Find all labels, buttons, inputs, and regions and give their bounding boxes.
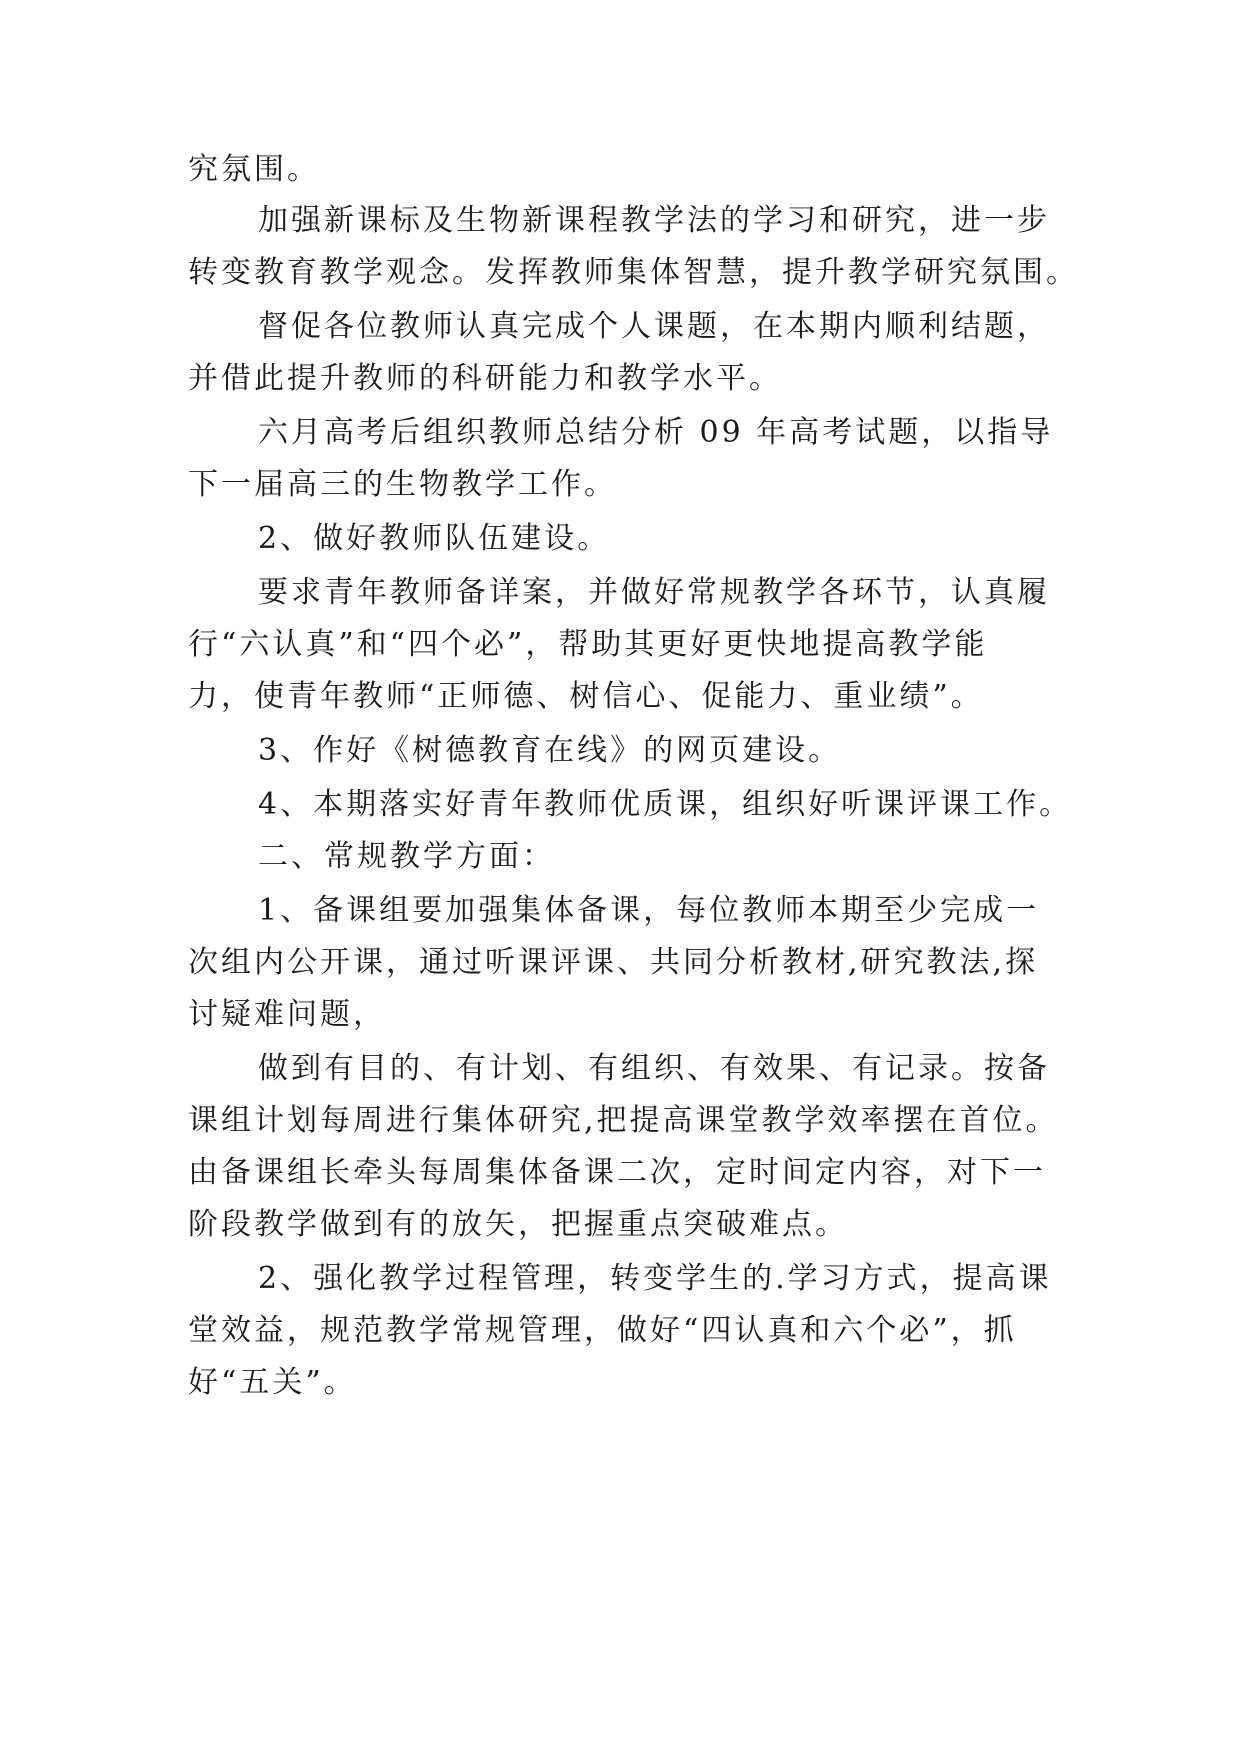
paragraph-line: 做到有目的、有计划、有组织、有效果、有记录。按备 xyxy=(258,1051,1050,1086)
paragraph-line: 督促各位教师认真完成个人课题，在本期内顺利结题， xyxy=(258,309,1050,344)
paragraph-line: 课组计划每周进行集体研究,把提高课堂教学效率摆在首位。 xyxy=(188,1103,1059,1138)
paragraph-line: 堂效益，规范教学常规管理，做好“四认真和六个必”，抓 xyxy=(188,1313,1017,1348)
paragraph-line: 要求青年教师备详案，并做好常规教学各环节，认真履 xyxy=(258,575,1050,610)
paragraph-line: 下一届高三的生物教学工作。 xyxy=(188,467,617,502)
paragraph-line: 行“六认真”和“四个必”，帮助其更好更快地提高教学能 xyxy=(188,627,988,662)
paragraph-line: 2、强化教学过程管理，转变学生的.学习方式，提高课 xyxy=(258,1261,1052,1296)
paragraph-line: 究氛围。 xyxy=(188,152,320,187)
paragraph-line: 六月高考后组织教师总结分析 09 年高考试题，以指导 xyxy=(258,415,1054,450)
paragraph-line: 加强新课标及生物新课程教学法的学习和研究，进一步 xyxy=(258,203,1050,238)
section-heading: 二、常规教学方面： xyxy=(258,839,555,874)
paragraph-line: 力，使青年教师“正师德、树信心、促能力、重业绩”。 xyxy=(188,679,984,714)
paragraph-line: 次组内公开课，通过听课评课、共同分析教材,研究教法,探 xyxy=(188,945,1039,980)
section-heading: 3、作好《树德教育在线》的网页建设。 xyxy=(258,733,842,768)
paragraph-line: 并借此提升教师的科研能力和教学水平。 xyxy=(188,361,782,396)
paragraph-line: 阶段教学做到有的放矢，把握重点突破难点。 xyxy=(188,1207,848,1242)
paragraph-line: 转变教育教学观念。发挥教师集体智慧，提升教学研究氛围。 xyxy=(188,255,1079,290)
section-heading: 2、做好教师队伍建设。 xyxy=(258,521,611,556)
paragraph-line: 由备课组长牵头每周集体备课二次，定时间定内容，对下一 xyxy=(188,1155,1046,1190)
paragraph-line: 1、备课组要加强集体备课，每位教师本期至少完成一 xyxy=(258,893,1040,928)
paragraph-line: 好“五关”。 xyxy=(188,1365,357,1400)
paragraph-line: 讨疑难问题， xyxy=(188,997,386,1032)
section-heading: 4、本期落实好青年教师优质课，组织好听课评课工作。 xyxy=(258,787,1073,822)
